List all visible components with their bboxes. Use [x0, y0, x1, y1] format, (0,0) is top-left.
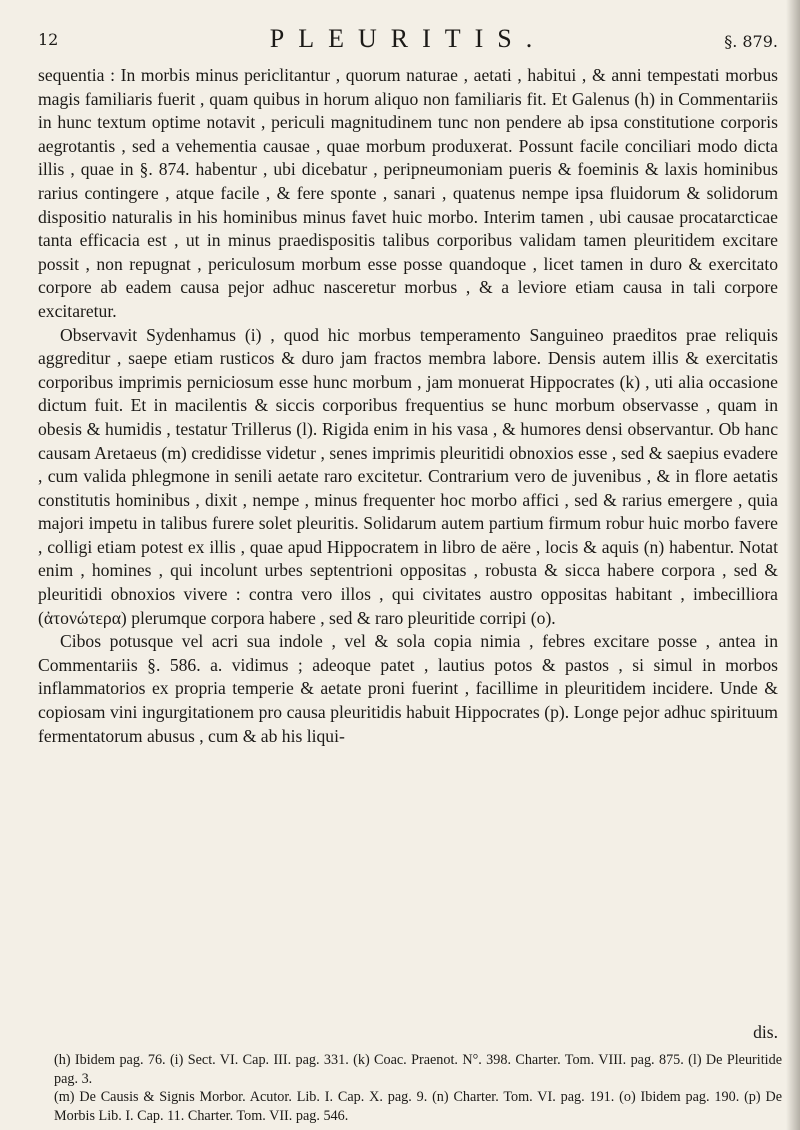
- page-number: 12: [38, 30, 59, 49]
- footnote-line-1: (h) Ibidem pag. 76. (i) Sect. VI. Cap. III. pag. 331. (k) Coac. Praenot. N°. 398. Charter. Tom. VIII. pag. 875. (l) De Pleuritide pag. 3.: [54, 1052, 782, 1087]
- catchword: dis.: [753, 1022, 778, 1042]
- section-number: §. 879.: [724, 32, 778, 51]
- main-text: [38, 64, 778, 748]
- footnote-line-2: (m) De Causis & Signis Morbor. Acutor. Lib. I. Cap. X. pag. 9. (n) Charter. Tom. VI. pag. 191. (o) Ibidem pag. 190. (p) De Morbis Lib. I. Cap. 11. Charter. Tom. VII. pag. 546.: [54, 1089, 782, 1124]
- running-title: PLEURITIS.: [269, 24, 547, 53]
- paragraph-3: Cibos potusque vel acri sua indole , vel & sola copia nimia , febres excitare posse , antea in Commentariis §. 586. a. vidimus ; adeoque patet , lautius potos & pastos , si simul in morbos inflammatorios ex propria temperie & aetate proni fuerint , facillime in pleuritidem incidere. Unde & copiosam vini ingurgitationem pro causa pleuritidis habuit Hippocrates (p). Longe pejor adhuc spirituum fermentatorum abusus , cum & ab his liqui-: [38, 631, 778, 746]
- page-header: [38, 24, 778, 58]
- paragraph-1: sequentia : In morbis minus periclitantur , quorum naturae , aetati , habitui , & anni tempestati morbus magis familiaris fuerit , quam quibus in horum aliquo non familiaris fit. Et Galenus (h) in Commentariis in hunc textum optime notavit , periculi magnitudinem tunc non pendere ab ipsa constitutione corporis aegrotantis , sed a vehementia causae , quae morbum produxerat. Possunt facile conciliari modo dicta illis , quae in §. 874. habentur , ubi dicebatur , peripneumoniam pueris & foeminis & laxis hominibus rarius contingere , atque facile , & fere sponte , sanari , quatenus nempe ipsa fluidorum & solidorum dispositio naturalis in his hominibus minus favet huic morbo. Interim tamen , ubi causae procatarcticae tanta efficacia est , ut in minus praedispositis talibus corporibus validam tamen pleuritidem excitare possit , non repugnat , periculosum morbum esse posse quandoque , licet tamen in duro & exercitato corpore ab eadem causa pejor adhuc nasceretur morbus , & a leviore etiam causa in tali corpore excitaretur.: [38, 65, 778, 321]
- page-edge-shadow: [786, 0, 800, 1130]
- paragraph-2: Observavit Sydenhamus (i) , quod hic morbus temperamento Sanguineo praeditos prae reliquis aggreditur , saepe etiam rusticos & duro jam fractos membra labore. Densis autem illis & exercitatis corporibus imprimis perniciosum esse hunc morbum , jam monuerat Hippocrates (k) , uti alia occasione dictum fuit. Et in macilentis & siccis corporibus frequentius se hunc morbum observasse , quam in obesis & humidis , testatur Trillerus (l). Rigida enim in his vasa , & humores densi observantur. Ob hanc causam Aretaeus (m) credidisse videtur , senes imprimis pleuritidi obnoxios esse , sed & saepius evadere , cum valida phlegmone in senili aetate raro excitetur. Contrarium vero de juvenibus , & in flore aetatis constitutis hominibus , dixit , nempe , minus frequenter hoc morbo affici , sed & rarius emergere , quia majori impetu in talibus furere solet pleuritis. Solidarum autem partium firmum robur huic morbo favere , colligi etiam potest ex illis , quae apud Hippocratem in libro de aëre , locis & aquis (n) habentur. Notat enim , homines , qui incolunt urbes septentrioni oppositas , robusta & sicca habere corpora , sed & pleuritidi obnoxios vivere : contra vero illos , qui civitates austro oppositas habitant , imbecilliora (ἀτονώτερα) plerumque corpora habere , sed & raro pleuritide corripi (o).: [38, 324, 778, 628]
- footnotes: [54, 1051, 782, 1125]
